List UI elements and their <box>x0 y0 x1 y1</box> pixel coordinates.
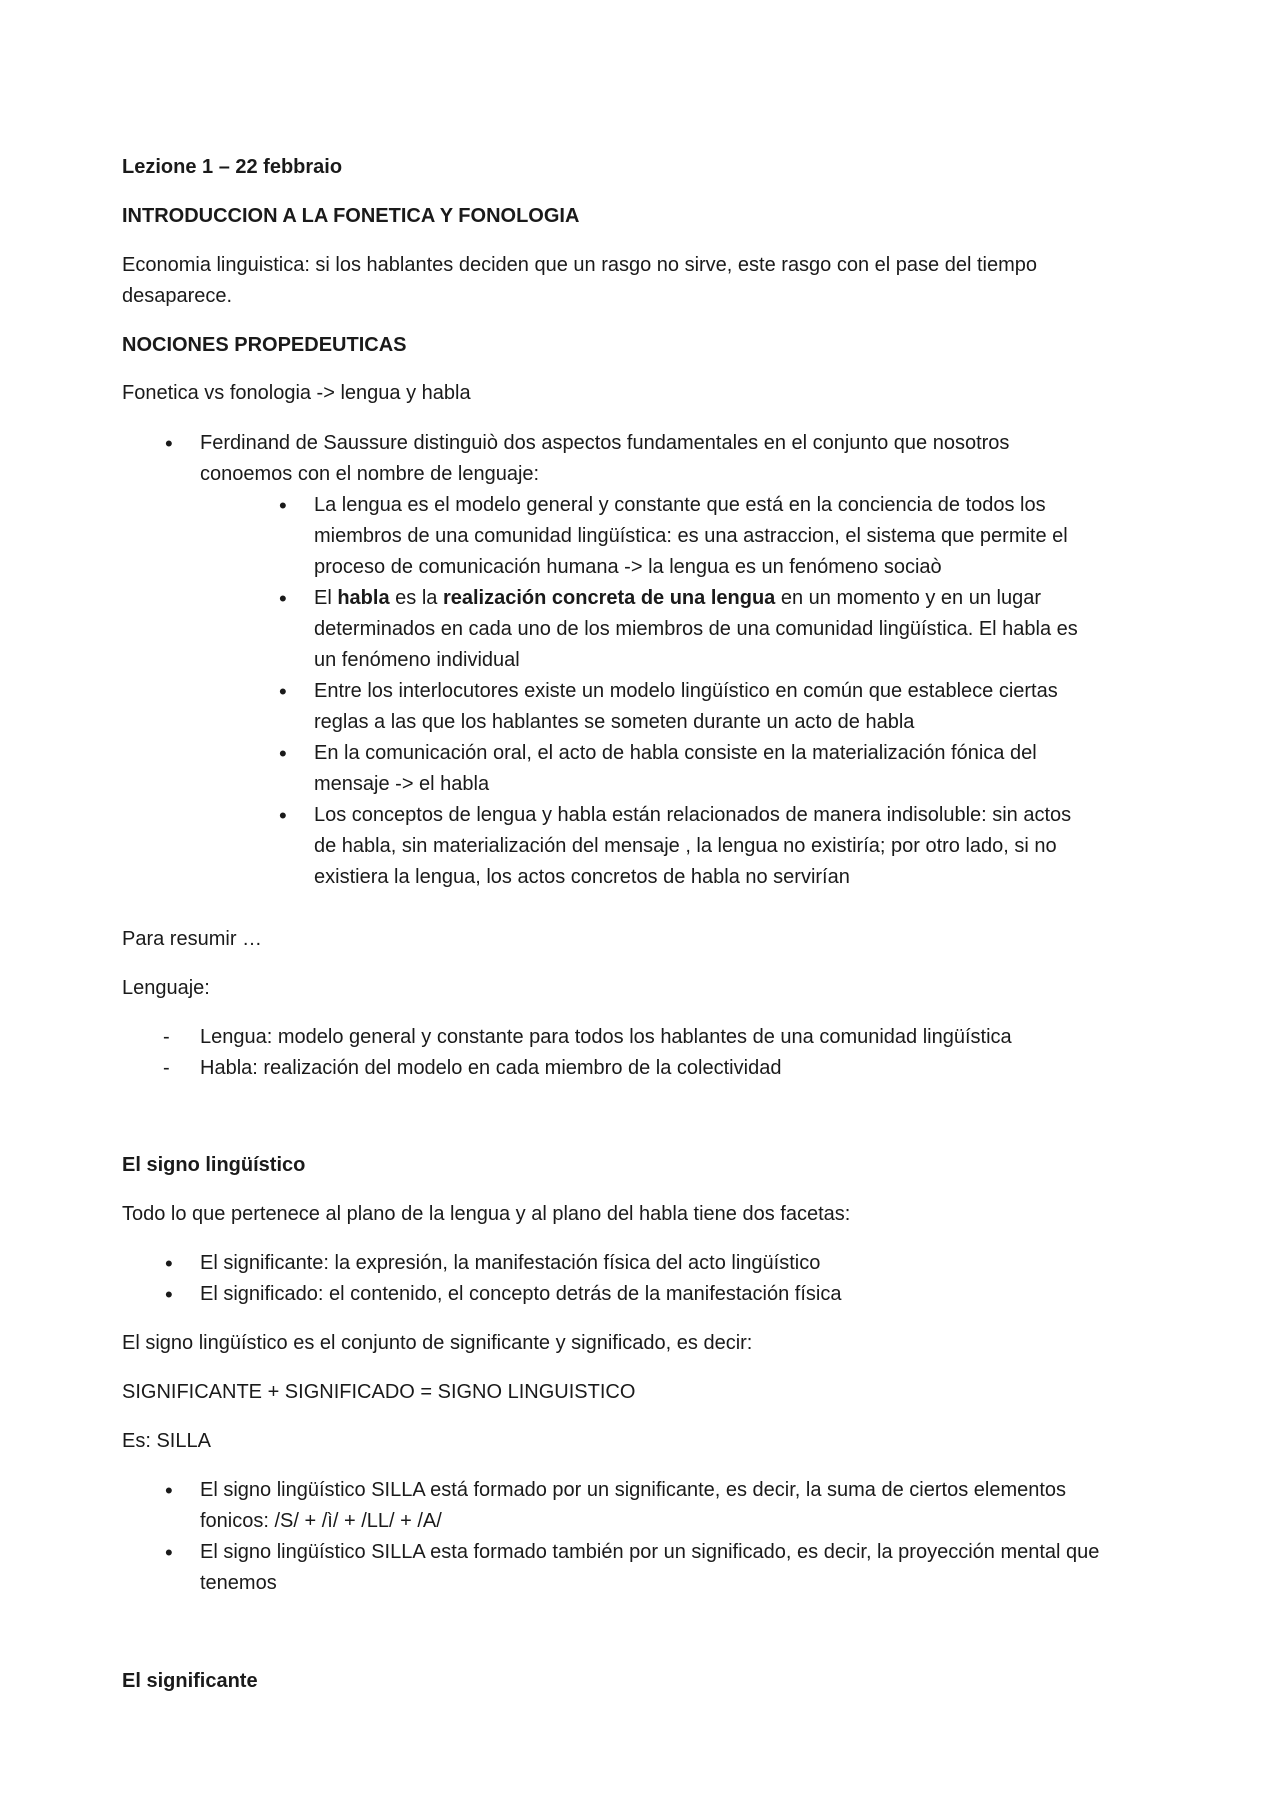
formula: SIGNIFICANTE + SIGNIFICADO = SIGNO LINGUISTICO <box>122 1381 636 1403</box>
list-item: • El signo lingüístico SILLA esta formado también por un significado, es decir, la proyección mental que tenemos <box>122 1537 1162 1599</box>
list-item: • La lengua es el modelo general y constante que está en la conciencia de todos los miembros de una comunidad lingüística: es una astraccion, el sistema que permite el proceso de comunicación humana -> la lengua es un fenómeno sociaò <box>314 490 1082 583</box>
list-item: • El significante: la expresión, la manifestación física del acto lingüístico <box>122 1248 1162 1279</box>
paragraph-economia: Economia linguistica: si los hablantes deciden que un rasgo no sirve, este rasgo con el pase del tiempo desaparece. <box>122 254 1037 307</box>
paragraph-lenguaje: Lenguaje: <box>122 977 210 999</box>
list-item: • El signo lingüístico SILLA está formado por un significante, es decir, la suma de ciertos elementos fonicos: /S/ + /ì/ + /LL/ + /A/ <box>122 1475 1162 1537</box>
section-heading-signo: El signo lingüístico <box>122 1154 306 1176</box>
paragraph-ejemplo: Es: SILLA <box>122 1430 211 1452</box>
paragraph-resumir: Para resumir … <box>122 928 263 950</box>
list-item: • El significado: el contenido, el concepto detrás de la manifestación física <box>122 1279 1162 1310</box>
list-item <box>314 583 1082 676</box>
text: es la <box>389 587 443 609</box>
list-item: • En la comunicación oral, el acto de habla consiste en la materialización fónica del mensaje -> el habla <box>314 738 1082 800</box>
bold-term: habla <box>337 587 390 609</box>
list-item: - Lengua: modelo general y constante para todos los hablantes de una comunidad lingüística <box>122 1022 1162 1053</box>
paragraph-signo-intro: Todo lo que pertenece al plano de la lengua y al plano del habla tiene dos facetas: <box>122 1203 851 1225</box>
list-item: • Entre los interlocutores existe un modelo lingüístico en común que establece ciertas reglas a las que los hablantes se someten durante un acto de habla <box>314 676 1082 738</box>
list-item: - Habla: realización del modelo en cada miembro de la colectividad <box>122 1053 1162 1084</box>
section-heading-intro: INTRODUCCION A LA FONETICA Y FONOLOGIA <box>122 205 580 227</box>
paragraph-conjunto: El signo lingüístico es el conjunto de significante y significado, es decir: <box>122 1332 753 1354</box>
list-item-text: Ferdinand de Saussure distinguiò dos aspectos fundamentales en el conjunto que nosotros conoemos con el nombre de lenguaje: <box>200 432 1010 485</box>
sub-list <box>200 490 1082 893</box>
bold-term: realización concreta de una lengua <box>442 587 776 609</box>
facetas-list <box>122 1248 1162 1310</box>
list-item <box>122 428 1162 893</box>
text: El <box>314 587 338 609</box>
section-heading-significante: El significante <box>122 1670 258 1692</box>
lenguaje-dash-list <box>122 1022 1162 1084</box>
saussure-list <box>122 428 1162 893</box>
silla-list <box>122 1475 1162 1599</box>
paragraph-fonetica: Fonetica vs fonologia -> lengua y habla <box>122 382 471 404</box>
lesson-title: Lezione 1 – 22 febbraio <box>122 156 343 178</box>
list-item: • Los conceptos de lengua y habla están relacionados de manera indisoluble: sin actos de habla, sin materialización del mensaje , la lengua no existiría; por otro lado, si no existiera la lengua, los actos concretos de habla no servirían <box>314 800 1082 893</box>
section-heading-nociones: NOCIONES PROPEDEUTICAS <box>122 334 407 356</box>
text: en un momento y en un lugar determinados en cada uno de los miembros de una comunidad lingüística. El habla es un fenómeno individual <box>314 587 1078 671</box>
